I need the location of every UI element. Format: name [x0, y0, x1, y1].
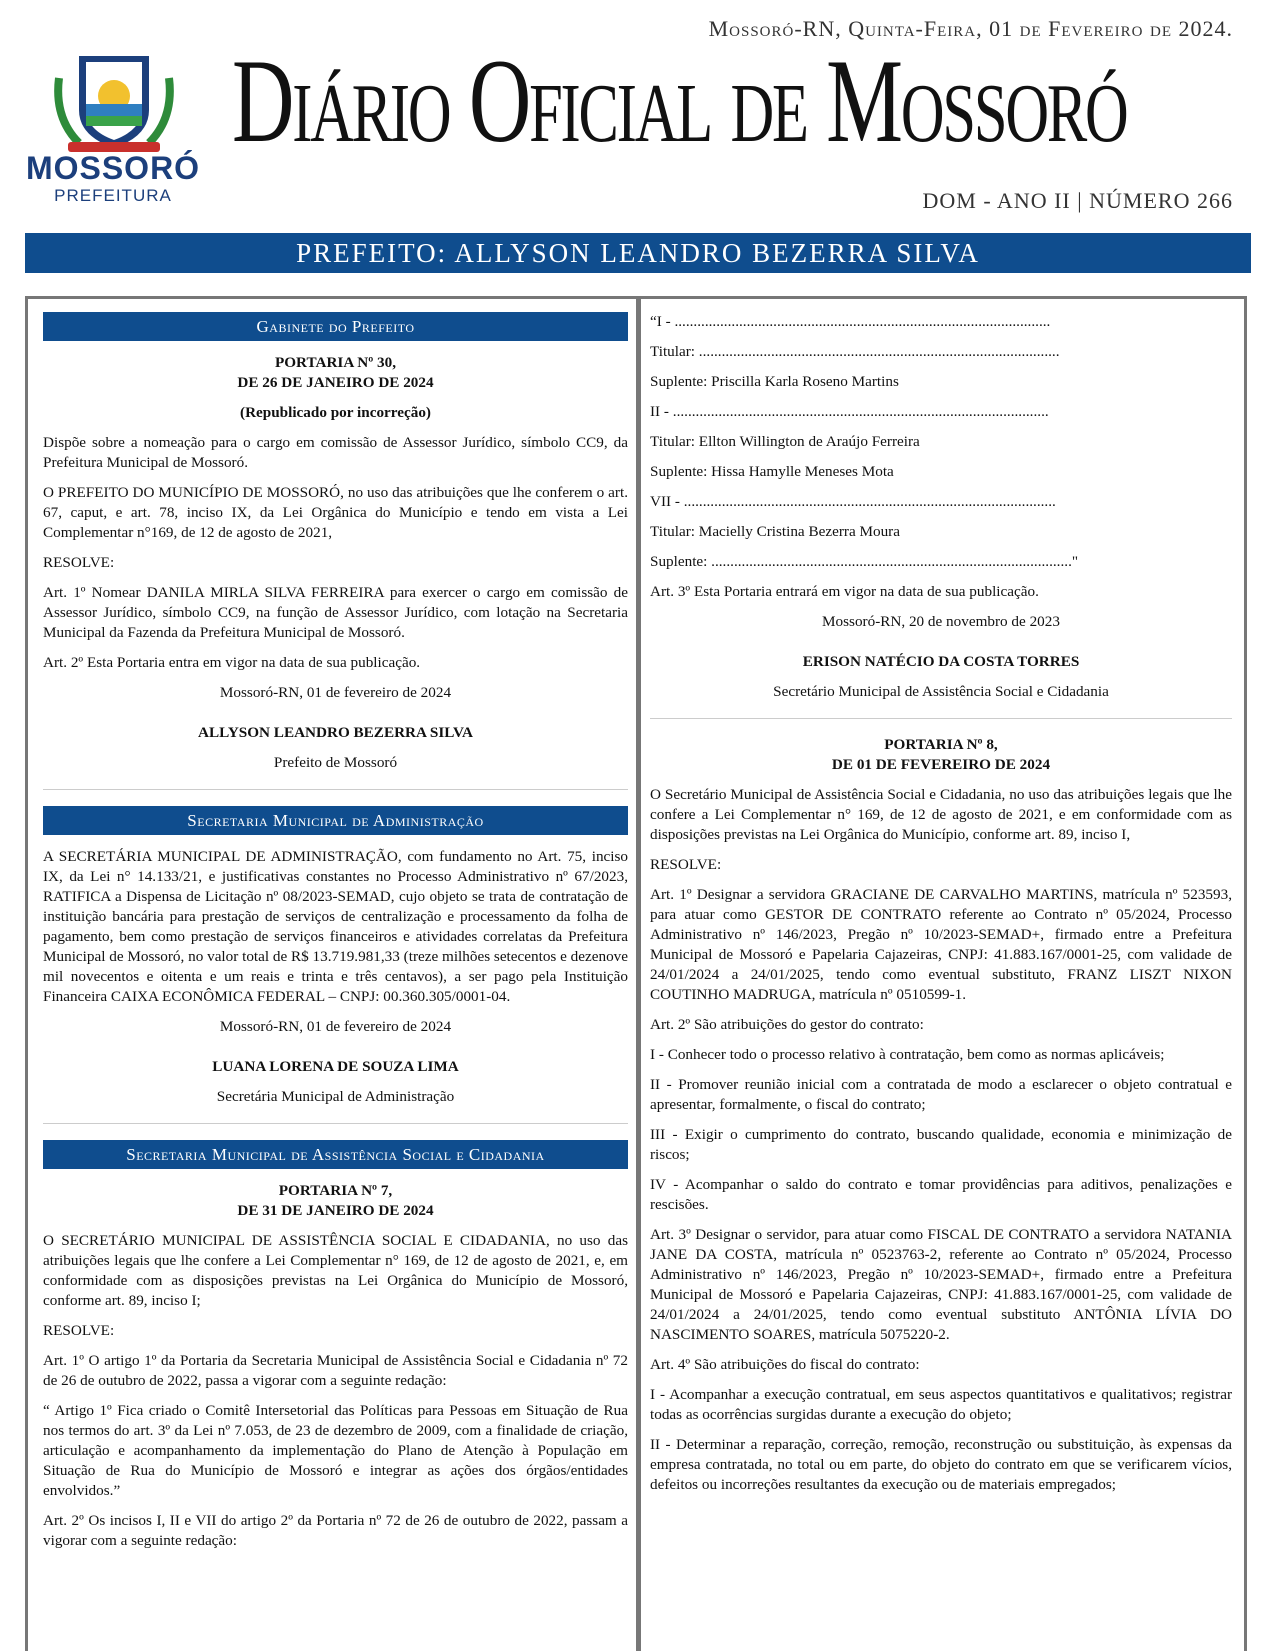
amendment-line: Suplente: Priscilla Karla Roseno Martins	[650, 373, 899, 390]
portaria-number: PORTARIA Nº 30,	[274, 354, 397, 371]
paragraph: I - Acompanhar a execução contratual, em seus aspectos quantitativos e qualitativos; registrar todas as ocorrências surgidas durante a execução do objeto;	[650, 1386, 1232, 1423]
signature-date: Mossoró-RN, 01 de fevereiro de 2024	[219, 1018, 452, 1035]
paragraph: Art. 1º Designar a servidora GRACIANE DE CARVALHO MARTINS, matrícula nº 523593, para atuar como GESTOR DE CONTRATO referente ao Contrato nº 05/2024, Processo Administrativo nº 146/2023, Pregão nº 10/2023-SEMAD+, firmado entre a Prefeitura Municipal de Mossoró e Papelaria Cajazeiras, CNPJ: 41.883.167/0001-25, com validade de 24/01/2024 a 24/01/2025, tendo como eventual substituto, FRANZ LISZT NIXON COUTINHO MADRUGA, matrícula nº 0510599-1.	[650, 886, 1232, 1003]
paragraph: RESOLVE:	[43, 554, 115, 571]
signer-role: Secretária Municipal de Administração	[216, 1088, 455, 1105]
paragraph: O PREFEITO DO MUNICÍPIO DE MOSSORÓ, no uso das atribuições que lhe conferem o art. 67, caput, e art. 78, inciso IX, da Lei Orgânica do Município e tendo em vista a Lei Complementar n°169, de 12 de agosto de 2021,	[43, 484, 628, 541]
signer-role: Prefeito de Mossoró	[273, 754, 398, 771]
paragraph: Art. 2º Esta Portaria entra em vigor na data de sua publicação.	[43, 654, 421, 671]
logo-name: MOSSORÓ	[25, 150, 201, 186]
amendment-line: II - ...................................................................................................	[650, 403, 1049, 420]
portaria-date: DE 01 DE FEVEREIRO DE 2024	[831, 756, 1051, 773]
paragraph: Art. 2º Os incisos I, II e VII do artigo 2º da Portaria nº 72 de 26 de outubro de 2022, passam a vigorar com a seguinte redação:	[43, 1512, 628, 1549]
paragraph: Art. 1º O artigo 1º da Portaria da Secretaria Municipal de Assistência Social e Cidadania nº 72 de 26 de outubro de 2022, passa a vigorar com a seguinte redação:	[43, 1352, 628, 1389]
paragraph: Dispõe sobre a nomeação para o cargo em comissão de Assessor Jurídico, símbolo CC9, da Prefeitura Municipal de Mossoró.	[43, 434, 628, 471]
logo-subtitle: PREFEITURA	[54, 186, 172, 205]
paragraph: A SECRETÁRIA MUNICIPAL DE ADMINISTRAÇÃO, com fundamento no Art. 75, inciso IX, da Lei n° 14.133/21, e justificativas constantes no Processo Administrativo nº 67/2023, RATIFICA a Dispensa de Licitação nº 08/2023-SEMAD, cujo objeto se trata de contratação de instituição bancária para prestação de serviços de centralização e processamento da folha de pagamento, bem como prestação de serviços financeiros e atividades correlatas da Prefeitura Municipal de Mossoró, no valor total de R$ 13.719.981,33 (treze milhões setecentos e dezenove mil novecentos e oitenta e um reais e trinta e três centavos), a ser pago pela Instituição Financeira CAIXA ECONÔMICA FEDERAL – CNPJ: 00.360.305/0001-04.	[43, 848, 628, 1005]
signature-date: Mossoró-RN, 20 de novembro de 2023	[822, 613, 1060, 630]
paragraph: IV - Acompanhar o saldo do contrato e tomar providências para aditivos, penalizações e rescisões.	[650, 1176, 1232, 1213]
signer-name: ALLYSON LEANDRO BEZERRA SILVA	[197, 724, 474, 741]
amendment-line: VII - ..................................................................................................	[650, 493, 1056, 510]
left-column	[43, 312, 628, 1561]
section-header: Gabinete do Prefeito	[43, 312, 628, 341]
newspaper-title: Diário Oficial de Mossoró	[232, 34, 1127, 167]
coat-of-arms-icon	[24, 48, 204, 158]
dateline: Mossoró-RN, Quinta-Feira, 01 de Fevereiro de 2024.	[708, 16, 1233, 41]
paragraph: II - Promover reunião inicial com a contratada de modo a esclarecer o objeto contratual e apresentar, formalmente, o fiscal do contrato;	[650, 1076, 1232, 1113]
signer-name: LUANA LORENA DE SOUZA LIMA	[212, 1058, 459, 1075]
amendment-line: Suplente: ..............................................................................................."	[650, 553, 1079, 570]
paragraph: “ Artigo 1º Fica criado o Comitê Intersetorial das Políticas para Pessoas em Situação de Rua nos termos do art. 3º da Lei nº 7.053, de 23 de dezembro de 2009, com a finalidade de criação, articulação e acompanhamento da implementação do Plano de Atenção à População em Situação de Rua do Município de Mossoró e integrar as ações dos órgãos/entidades envolvidos.”	[43, 1402, 628, 1499]
paragraph: RESOLVE:	[650, 856, 722, 873]
portaria-number: PORTARIA Nº 7,	[278, 1182, 393, 1199]
paragraph: Art. 3º Designar o servidor, para atuar como FISCAL DE CONTRATO a servidora NATANIA JANE DA COSTA, matrícula nº 0523763-2, referente ao Contrato nº 05/2024, Processo Administrativo nº 146/2023, Pregão nº 10/2023-SEMAD+, firmado entre a Prefeitura Municipal de Mossoró e Papelaria Cajazeiras, CNPJ: 41.883.167/0001-25, com validade de 24/01/2024 a 24/01/2025, tendo como eventual substituto ANTÔNIA LÍVIA DO NASCIMENTO SOARES, matrícula 5075220-2.	[650, 1226, 1232, 1343]
paragraph: Art. 1º Nomear DANILA MIRLA SILVA FERREIRA para exercer o cargo em comissão de Assessor Jurídico, símbolo CC9, na função de Assessor Jurídico, com lotação na Secretaria Municipal da Fazenda da Prefeitura Municipal de Mossoró.	[43, 584, 628, 641]
portaria-date: DE 31 DE JANEIRO DE 2024	[237, 1202, 434, 1219]
republish-note: (Republicado por incorreção)	[240, 404, 431, 421]
paragraph: O SECRETÁRIO MUNICIPAL DE ASSISTÊNCIA SOCIAL E CIDADANIA, no uso das atribuições legais que lhe confere a Lei Complementar n° 169, de 12 de agosto de 2021, e, em conformidade com as disposições previstas na Lei Orgânica do Município de Mossoró, conforme art. 89, inciso I;	[43, 1232, 628, 1309]
amendment-line: Titular: ...............................................................................................	[650, 343, 1060, 360]
edition-number: DOM - ANO II | NÚMERO 266	[922, 188, 1233, 213]
signer-name: ERISON NATÉCIO DA COSTA TORRES	[802, 653, 1080, 670]
section-header: Secretaria Municipal de Administração	[43, 806, 628, 835]
paragraph: III - Exigir o cumprimento do contrato, buscando qualidade, economia e minimização de riscos;	[650, 1126, 1232, 1163]
masthead	[0, 0, 1275, 230]
amendment-line: “I - ...................................................................................................	[650, 313, 1051, 330]
column-divider	[636, 296, 641, 1651]
amendment-line: Titular: Ellton Willington de Araújo Ferreira	[650, 433, 920, 450]
section-header: Secretaria Municipal de Assistência Social e Cidadania	[43, 1140, 628, 1169]
paragraph: Art. 4º São atribuições do fiscal do contrato:	[650, 1356, 920, 1373]
right-column	[650, 312, 1232, 1505]
amendment-line: Art. 3º Esta Portaria entrará em vigor na data de sua publicação.	[650, 583, 1039, 600]
mayor-banner: PREFEITO: ALLYSON LEANDRO BEZERRA SILVA	[25, 233, 1251, 273]
amendment-line: Titular: Macielly Cristina Bezerra Moura	[650, 523, 900, 540]
portaria-number: PORTARIA Nº 8,	[884, 736, 998, 753]
paragraph: RESOLVE:	[43, 1322, 115, 1339]
paragraph: II - Determinar a reparação, correção, remoção, reconstrução ou substituição, às expensas da empresa contratada, no total ou em parte, do objeto do contrato em que se verificarem vícios, defeitos ou incorreções resultantes da execução ou de materiais empregados;	[650, 1436, 1232, 1493]
signature-date: Mossoró-RN, 01 de fevereiro de 2024	[219, 684, 452, 701]
portaria-date: DE 26 DE JANEIRO DE 2024	[237, 374, 434, 391]
signer-role: Secretário Municipal de Assistência Social e Cidadania	[773, 683, 1109, 700]
amendment-line: Suplente: Hissa Hamylle Meneses Mota	[650, 463, 894, 480]
paragraph: O Secretário Municipal de Assistência Social e Cidadania, no uso das atribuições legais que lhe confere a Lei Complementar n° 169, de 12 de agosto de 2021, e em conformidade com as disposições previstas na Lei Orgânica do Município, conforme art. 89, inciso I,	[650, 786, 1232, 843]
paragraph: I - Conhecer todo o processo relativo à contratação, bem como as normas aplicáveis;	[650, 1046, 1165, 1063]
paragraph: Art. 2º São atribuições do gestor do contrato:	[650, 1016, 924, 1033]
